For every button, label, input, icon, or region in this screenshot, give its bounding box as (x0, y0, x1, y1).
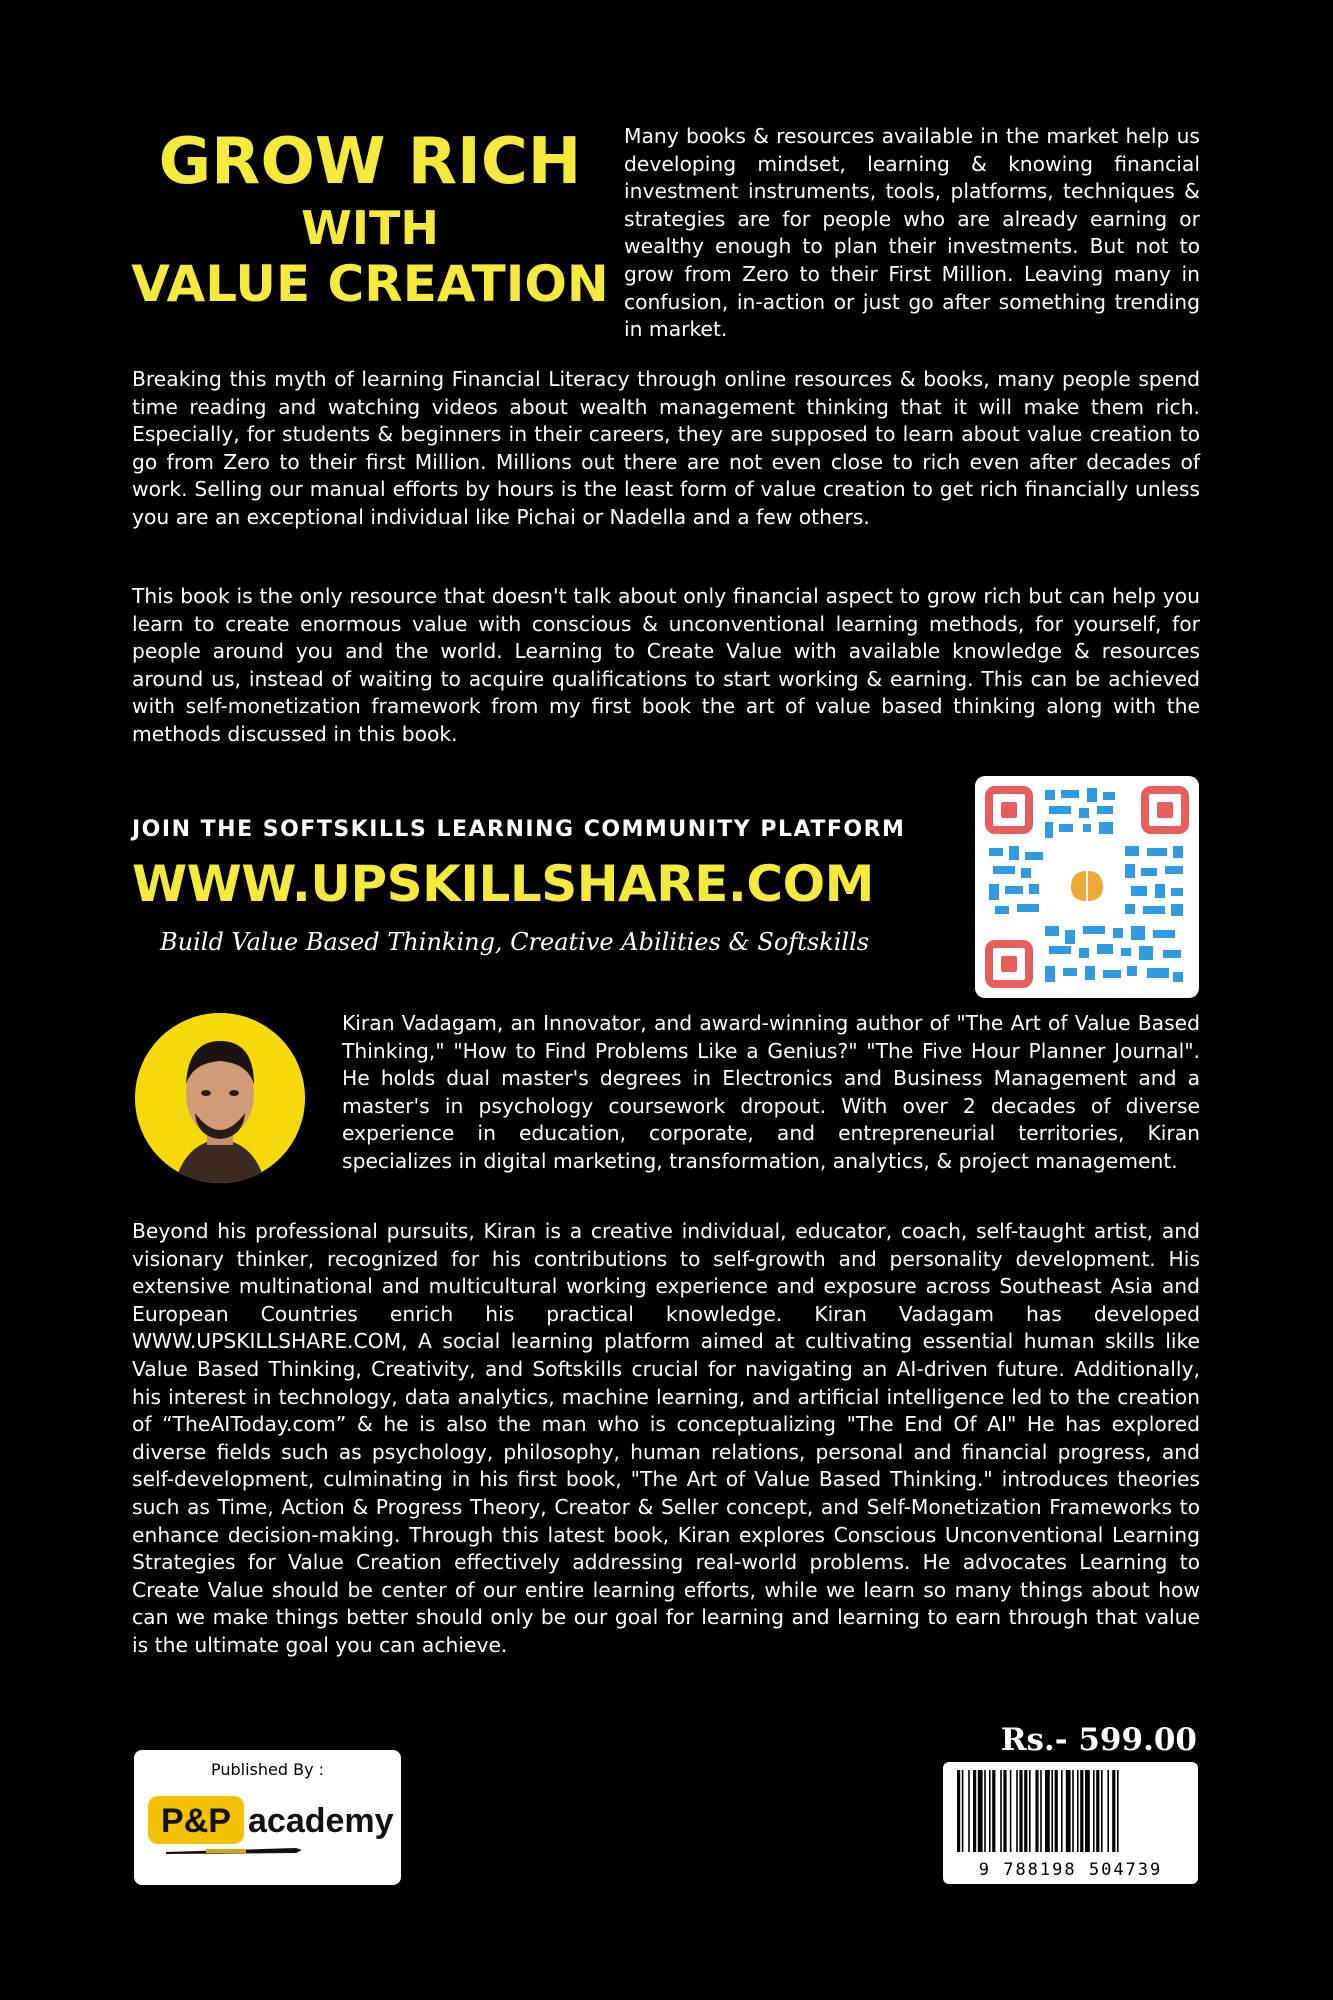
platform-tagline: Build Value Based Thinking, Creative Abilities & Softskills (160, 928, 870, 956)
title-line-1: GROW RICH (158, 125, 582, 199)
author-bio-intro: Kiran Vadagam, an Innovator, and award-winning author of "The Art of Value Based Thinking," "How to Find Problems Like a Genius?" "The Five Hour Planner Journal". He holds dual master's degrees in Electronics and Business Management and a master's in psychology coursework dropout. With over 2 decades of diverse experience in education, corporate, and entrepreneurial territories, Kiran specializes in digital marketing, transformation, analytics, & project management. (342, 1011, 1200, 1173)
author-photo (135, 1013, 305, 1183)
barcode-icon (943, 1762, 1198, 1857)
publisher-brand-text: P&P (161, 1802, 231, 1840)
publisher-word-text: academy (248, 1802, 394, 1840)
publisher-badge (134, 1750, 401, 1885)
paragraph-book: This book is the only resource that doesn't talk about only financial aspect to grow rich but can help you learn to create enormous value with conscious & unconventional learning methods, for yourself, for people around you and the world. Learning to Create Value with available knowledge & resources around us, instead of waiting to acquire qualifications to start working & earning. This can be achieved with self-monetization framework from my first book the art of value based thinking along with the methods discussed in this book. (132, 584, 1200, 746)
website-url: WWW.UPSKILLSHARE.COM (132, 855, 874, 913)
paragraph-myth: Breaking this myth of learning Financial Literacy through online resources & books, many people spend time reading and watching videos about wealth management thinking that it will make them rich. Especially, for students & beginners in their careers, they are supposed to learn about value creation to go from Zero to their first Million. Millions out there are not even close to rich even after decades of work. Selling our manual efforts by hours is the least form of value creation to get rich financially unless you are an exceptional individual like Pichai or Nadella and a few others. (132, 367, 1200, 529)
published-by-label: Published By : (210, 1760, 325, 1779)
intro-paragraph: Many books & resources available in the market help us developing mindset, learning & knowing financial investment instruments, tools, platforms, techniques & strategies are for people who are already earning or wealthy enough to plan their investments. But not to grow from Zero to their First Million. Leaving many in confusion, in-action or just go after something trending in market. (624, 124, 1200, 342)
isbn-number: 9 788198 504739 (978, 1860, 1163, 1880)
qr-code-icon (975, 776, 1199, 998)
publisher-logo (146, 1790, 394, 1860)
book-title (130, 125, 610, 314)
join-community-text: JOIN THE SOFTSKILLS LEARNING COMMUNITY PLATFORM (132, 817, 906, 842)
price-label: Rs.- 599.00 (1000, 1722, 1197, 1758)
isbn-barcode (943, 1762, 1198, 1884)
title-line-3: VALUE CREATION (131, 254, 609, 313)
title-line-2: WITH (301, 200, 439, 255)
author-bio-detail: Beyond his professional pursuits, Kiran is a creative individual, educator, coach, self-taught artist, and visionary thinker, recognized for his contributions to self-growth and personality development. His extensive multinational and multicultural working experience and exposure across Southeast Asia and European Countries enrich his practical knowledge. Kiran Vadagam has developed WWW.UPSKILLSHARE.COM, A social learning platform aimed at cultivating essential human skills like Value Based Thinking, Creativity, and Softskills crucial for navigating an AI-driven future. Additionally, his interest in technology, data analytics, machine learning, and artificial intelligence led to the creation of “TheAIToday.com” & he is also the man who is conceptualizing "The End Of AI" He has explored diverse fields such as psychology, philosophy, human relations, personal and financial progress, and self-development, culminating in his first book, "The Art of Value Based Thinking." introduces theories such as Time, Action & Progress Theory, Creator & Seller concept, and Self-Monetization Frameworks to enhance decision-making. Through this latest book, Kiran explores Conscious Unconventional Learning Strategies for Value Creation effectively addressing real-world problems. He advocates Learning to Create Value should be center of our entire learning efforts, while we learn so many things about how can we make things better should only be our goal for learning and learning to earn through that value is the ultimate goal you can achieve. (132, 1219, 1200, 1657)
author-portrait-icon (135, 1013, 305, 1183)
qr-code (975, 776, 1199, 998)
